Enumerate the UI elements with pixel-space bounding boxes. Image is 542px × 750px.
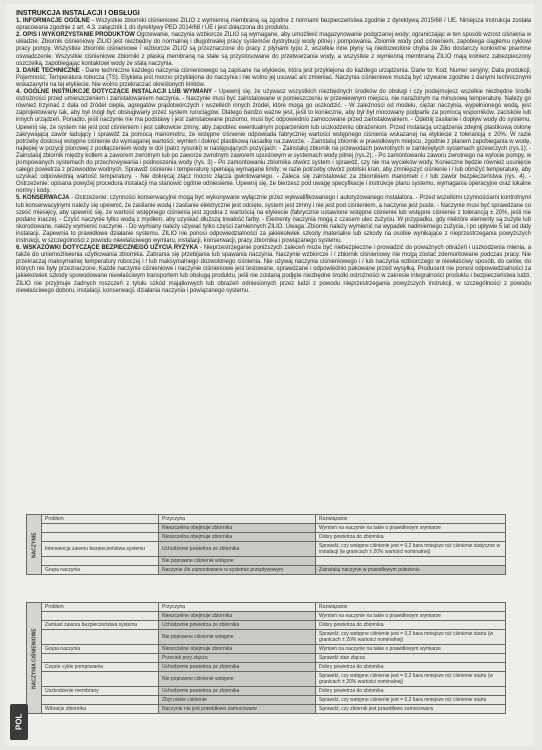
table-header-row — [27, 515, 506, 524]
section-1-text: - Wszystkie zbiorniki ciśnieniowe ZILIO z wymienną membraną są zgodne z normami bezpieczeństwa zgodnie z dyrektywą 2015/68 / UE. Niniejsza instrukcja została opracowana zgodnie z art. 4.3. załącznik 1 do dyrektywy PED 2014/68 / UE i jest dołączona do produktu. — [16, 18, 531, 32]
table-header: Przyczyna — [159, 603, 316, 612]
table-header: Rozwiązanie — [316, 603, 506, 612]
table-row — [27, 557, 506, 566]
table-row — [27, 696, 506, 705]
table-cell: Dobry powietrza do zbiornika — [316, 621, 506, 630]
table-cell: Dobry powietrza do zbiornika — [316, 663, 506, 672]
section-2-heading: 2. OPIS I WYKORZYSTANIE PRODUKTÓW — [16, 32, 135, 39]
table-cell: Wymień na naczynie na takie o prawidłowym wymiarze — [316, 524, 506, 533]
table-cell: Sprawdź, czy wstępne ciśnienie jest = 0,2 bara mniejsze niż ciśnienie startu (w granicach ± 20% wartości nominalnej) — [316, 630, 506, 645]
table-cell: Dobry powietrza do zbiornika — [316, 687, 506, 696]
document-text — [16, 10, 531, 295]
section-6-heading: 6. WSKAZÓWKI DOTYCZĄCE BEZPIECZNEGO UŻYCIA RYZYKA — [16, 245, 199, 252]
table-cell: Zamiast zaworu bezpieczeństwa systemu — [42, 621, 159, 630]
table-cell — [316, 557, 506, 566]
table-header: Przyczyna — [159, 515, 316, 524]
table-cell: Uchodzenie powietrza ze zbiornika — [159, 687, 316, 696]
table-cell: Naczynie nie jest prawidłowo zamocowane — [159, 705, 316, 714]
table-row — [27, 630, 506, 645]
section-4 — [16, 89, 531, 195]
table-cell — [42, 696, 159, 705]
table-cell — [42, 630, 159, 645]
section-2-text: Ogrzewanie, naczynia wzbiorcze ZILIO są wymagane, aby umożliwić magazynowanie podgrzanej wody; ograniczając w ten sposób wzrost ciśnienia w układzie. Zbiornik ciśnieniowy ZILIO jest niezbędny do normalnej i długotrwałej pracy systemów dystrybucji wody pitnej i pompowania. Zbiornik wody pod ciśnieniem, zapobiega ciągłemu cyklowi pracy pompy. Wszystkie zbiorniki ciśnieniowe / wzbiorcze ZILIO są przeznaczone do pracy z płynami typu 2, wszelkie inne płyny są niedozwolone chyba że Zilio dostarczy konkretne pisemne oświadczenie. Wszystkie ciśnieniowe zbiorniki z płaską membraną na stałe są przystosowane do przetwarzania wody, a wszystkie z wymienną membraną ZILIO mają kołnierz zabezpieczony uszczelką, zapobiegając kontaktowi wody ze stalą naczynia. — [16, 32, 531, 67]
table-row — [27, 524, 506, 533]
section-3-text: - Dane techniczne każdego naczynia ciśnieniowego są zapisane na etykiecie, która jest przyklejona do każdego urządzenia. Dane to: Kod; Numer seryjny; Data produkcji; Pojemność; Temperatura robocza (TS). Etykieta jest mocno przyklejona do naczynia i nie wolno jej usuwać ani zmieniać. Naczynia ciśnieniowe muszą być używane zgodnie z danymi technicznymi wskazanymi na tej etykiecie. Nie wolno przekraczać określonych limitów. — [16, 67, 532, 88]
table-cell: Sprawdź, czy wstępne ciśnienie jest = 0,2 bara mniejsze niż ciśnienie statyczne w instalacji (w granicach ± 20% wartości nominalnej) — [316, 542, 506, 557]
section-4-text: - Upewnij się, że używasz wszystkich niezbędnych środków do obsługi i czy podejmujesz wszelkie niezbędne środki ostrożności przed umieszczeniem i zainstalowaniem naczynia. - Naczynie musi być zainstalowane w pomieszczeniu w przewiewnym miejscu, nie narażonym na minusową temperaturę. Należy go również trzymać z dala od źródeł ciepła, agregatów prądotwórczych i wszelkich innych źródeł, które mogą go uszkodzić. - W zależności od modelu, ciężar naczynia, wypełnionego wodą, jest zaprojektowany tak, aby był mógł być obsługiwany przez system rurociągów. Dlatego bardzo ważne jest, jeśli to konieczne, aby był był mocowany podparte za pomocą wsporników, zacisków lub innych urządzeń. Ponadto, jeśli naczynie nie ma podstawy i jest zainstalowane poziomo, musi być odpowiednio zamocowane przed zainstalowaniem. - Odetnij zasilanie i dopływ wody do systemu. Upewnij się, że system nie jest pod ciśnieniem i jest całkowicie zimny, aby zapobiec ewentualnym poparzeniom lub uszkodzeniu obrażeniom. Przed instalacją urządzenia zdejmij plastikową osłonę zakrywającą zawór ładujący i sprawdź za pomocą manometru, że wstępne ciśnienie odpowiada fabrycznej wartości wstępnego ciśnienia wskazanej na etykiecie z tolerancją ± 20%. W razie potrzeby dostosuj wstępne ciśnienie do wymaganej wartości; wymień i dokręć plastikową nasadkę na zaworze. - Zainstaluj zbiornik w prawidłowym miejscu, zgodnie z planem zapobiegania w wodę, najlepiej w pozycji pionowej z podłączeniem wody w dół (patrz rysunki) w następujących pozycjach: - Zainstaluj zbiornik na przewodach powrotnych w zamkniętych systemach grzewczych (rys.1); - Zainstaluj zbiornik między kotłem a zaworem zwrotnym lub po zaworze zwrotnym zaworem upustowym w systemach wody pitnej (rys.2); - Po zamontowaniu zaworu zwrotnego na wylocie pompy, w pompowanych systemach do przechowywania i podnoszenia wody (rys. 3) - Po zamontowaniu zbiornika otwórz system i sprawdź, czy nie ma wycieków wody. Konieczne będzie również usunięcie całego powietrza z przewodów wodnych. Sprawdź ciśnienie i temperaturę spełniają wymagane limity; w razie potrzeby otwórz pobliski kran, aby zmniejszyć ciśnienie i / lub obniżyć temperaturę, aby uzyskać odpowiednią wartość temperatury. - Nie dokręcaj złącz mocno złącza gwintowanego. - Zaleca się zainstalować za zbiornikiem manometr i / lub zawór bezpieczeństwa (rys. 4). - Ostrzeżenie: opisana powyżej procedura instalacji ma stanowić ogólne odniesienie. Upewnij się, że bierzesz pod uwagę specyfikacje i instrukcje planu systemu, wymagania operacyjne oraz lokalne normy i kody. — [16, 89, 531, 195]
table-cell: Sprawdź, czy wstępne ciśnienie jest = 0,2 bara mniejsze niż ciśnienie startu — [316, 696, 506, 705]
table-cell — [42, 612, 159, 621]
table-header: Rozwiązanie — [316, 515, 506, 524]
table-row — [27, 654, 506, 663]
table-cell: Wymień na naczynie na takie o prawidłowym wymiarze — [316, 645, 506, 654]
table-cell: Interwencja zaworu bezpieczeństwa systemu — [42, 542, 159, 557]
document-title: INSTRUKCJA INSTALACJI I OBSŁUGI — [16, 10, 140, 17]
table-cell: Sprawdź stan złącza — [316, 654, 506, 663]
table-cell: Naczynie źle zamontowane w systemie przepływowym — [159, 566, 316, 575]
language-tab: POL — [10, 704, 28, 740]
section-5 — [16, 195, 531, 245]
table-cell: Sprawdź, czy wstępne ciśnienie jest = 0,2 bara mniejsze niż ciśnienie startu (w granicach ± 20% wartości nominalnej) — [316, 672, 506, 687]
troubleshooting-table-1 — [26, 514, 506, 575]
table-cell: Uchodzenie powietrza ze zbiornika — [159, 542, 316, 557]
table-cell: Częste cykle pompowania — [42, 663, 159, 672]
table-cell: Uszkodzenie membrany — [42, 687, 159, 696]
table-row — [27, 645, 506, 654]
table-cell: Nieszczelna obejmuje zbiornika — [159, 524, 316, 533]
table-row — [27, 542, 506, 557]
table-row — [27, 663, 506, 672]
table-header: Problem — [42, 603, 159, 612]
section-6-text: - Nieprzestrzeganie poniższych zaleceń może być niebezpieczne i prowadzić do poważnych obrażeń i uszkodzenia mienia, a także do uniemożliwienia użytkowania zbiornika. Zabrania się przebijania lub spawania naczynia. Naczynie wzbiorcze i / zbiornik ciśnieniowy nie mogą zostać zdemontowane podczas pracy. Nie przekraczaj maksymalnej temperatury roboczej i / lub maksymalnego dozwolonego ciśnienia. Nie używaj naczynia ciśnieniowego i / lub naczynia wzbiorczego w niewłaściwy sposób, do celów, do których nie były przeznaczone. Każde naczynie ciśnieniowe i naczynie ciśnieniowe jest testowane, sprawdzane i odpowiednio pakowane przed wysyłką. Producent nie ponosi odpowiedzialności za jakiekolwiek szkody spowodowane niewłaściwym transportem lub obsługą produktu, jeśli nie zostaną podjęte niezbędne środki ostrożności w zakresie integralności produktu i bezpieczeństwa ludzi. ZILIO nie przyjmuje żadnych roszczeń z tytułu szkód majątkowych lub obrażeń odniesionych przez ludzi z powodu nieprzestrzegania powyższych instrukcji, w szczególności z powodu niewłaściwego doboru, instalacji, konserwacji, działania naczynia i powiązanego systemu. — [16, 245, 531, 294]
table-row — [27, 533, 506, 542]
table-cell — [42, 654, 159, 663]
section-5-text: - Ostrzeżenie: czynności konserwacyjne mogą być wykonywane wyłącznie przez wykwalifikowanego i autoryzowanego instalatora. - Przed wszelkimi czynnościami kontrolnymi lub konserwacyjnymi należy się upewnić, że zasilanie wodą i zasilanie elektryczne jest odcięte, system jest zimny i nie jest pod ciśnieniem, a naczynie jest puste. - Naczynie musi być sprawdzane co sześć miesięcy, aby upewnić się, że wartość wstępnego ciśnienia jest zgodna z wartością na etykiecie (fabrycznie ustawione wstępne ciśnienie lub wstępne ciśnienie z tolerancją ± 20%, jeśli nie podano inaczej. - Czyść naczynie tylko wodą z mydłem, aby uzyskać dłuższą trwałość farby. - Elementy naczynia mogą z czasem ulec zużyciu. W przypadku, gdy niektóre elementy są zużyte lub skorodowane, należy wymienić naczynie. - Do wymiany należy używać tylko części zamiennych ZILIO. Uwaga: Zbiornik należy wymienić na wypadek nadmiernego zużycia, i po upływie 5 lat od daty instalacji. Zapewnia to prawidłowe działanie systemu. ZILIO nie ponosi odpowiedzialności za jakiekolwiek szkody materialne lub szkody na osobie wynikające z nieprzestrzegania powyższych instrukcji, w szczególności z powodu niewłaściwego wymiaru, instalacji, konserwacji, pracy zbiornika i powiązanego systemu. — [16, 195, 531, 244]
table-header-row — [27, 603, 506, 612]
section-4-heading: 4. OGÓLNE INSTRUKCJE DOTYCZĄCE INSTALACJI LUB WYMIANY — [16, 89, 212, 96]
section-3 — [16, 68, 531, 89]
table-cell: Grupa naczynia — [42, 566, 159, 575]
table-row — [27, 621, 506, 630]
section-1-heading: 1. INFORMACJE OGÓLNE — [16, 18, 90, 25]
table-row — [27, 612, 506, 621]
table-header: Problem — [42, 515, 159, 524]
table-cell: Nie poprawne ciśnienie wstępne — [159, 672, 316, 687]
table-cell — [42, 524, 159, 533]
table-cell: Przeciek przy złączu — [159, 654, 316, 663]
document-sheet — [6, 4, 534, 746]
table-cell: Nie poprawne ciśnienie wstępne — [159, 630, 316, 645]
troubleshooting-table-2 — [26, 602, 506, 714]
table-cell: Zainstaluj naczynie w prawidłowym położeniu — [316, 566, 506, 575]
table-cell: Nieszczelna obejmuje zbiornika — [159, 533, 316, 542]
table-row — [27, 672, 506, 687]
section-2 — [16, 32, 531, 67]
table-cell: Dobry powietrza do zbiornika — [316, 533, 506, 542]
table-cell: Nieszczelne obejmuje zbiornika — [159, 645, 316, 654]
table-cell: Nieszczelne obejmuje zbiornika — [159, 612, 316, 621]
table-cell — [42, 557, 159, 566]
table-cell: Wymień na naczynie na takie o prawidłowym wymiarze — [316, 612, 506, 621]
table-cell: Wibracje zbiornika — [42, 705, 159, 714]
table-row — [27, 687, 506, 696]
table-cell: Uchodzenie powietrza ze zbiornika — [159, 663, 316, 672]
section-6 — [16, 245, 531, 295]
table-cell: Grupa naczynia — [42, 645, 159, 654]
section-5-heading: 5. KONSERWACJA — [16, 195, 70, 202]
table-cell: Uchodzenie powietrza ze zbiornika — [159, 621, 316, 630]
table-cell — [42, 672, 159, 687]
table-row — [27, 705, 506, 714]
table-cell: Nie poprawne ciśnienie wstępne — [159, 557, 316, 566]
table-row — [27, 566, 506, 575]
table-cell: Sprawdź, czy zbiornik jest prawidłowo zamocowany — [316, 705, 506, 714]
table-side-label: NACZYNIE — [27, 515, 42, 575]
section-1 — [16, 18, 531, 32]
table-cell — [42, 533, 159, 542]
table-cell: Zbyt niskie ciśnienie — [159, 696, 316, 705]
table-side-label: NACZYNIA CIŚNIENIOWE — [27, 603, 42, 714]
section-3-heading: 3. DANE TECHNICZNE — [16, 67, 80, 74]
